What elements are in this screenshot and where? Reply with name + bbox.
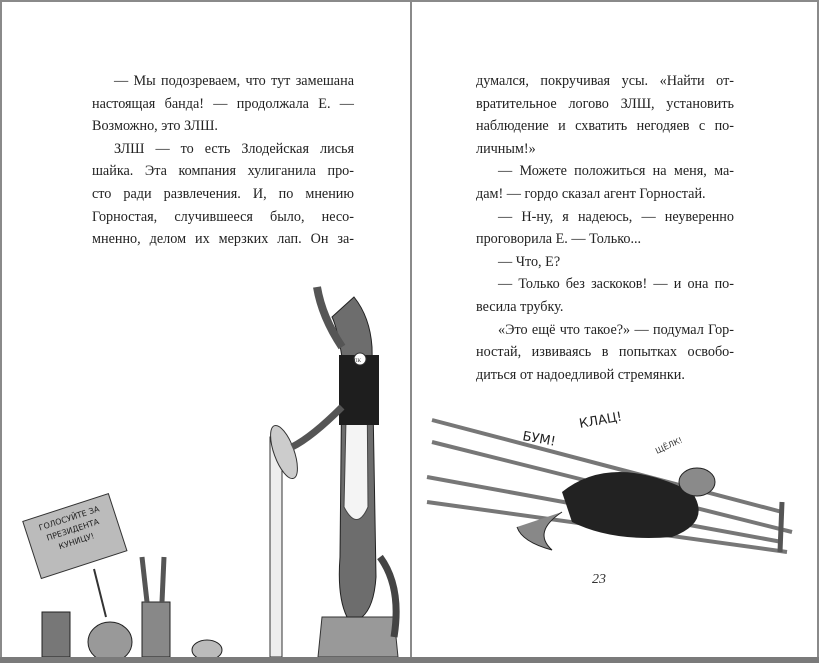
- protester-cat: [42, 612, 70, 657]
- weasel-ladder-illustration: [412, 402, 817, 562]
- protester-mouse: [192, 640, 222, 657]
- birch-stand: [270, 437, 282, 657]
- text-line: — Только без заскоков! — и она по-: [498, 276, 734, 293]
- sound-effect: КЛАЦ!: [578, 409, 624, 432]
- protest-sign: [23, 494, 127, 579]
- weasel-body: [562, 472, 699, 538]
- text-line: — Можете положиться на меня, ма-: [498, 163, 734, 180]
- protester-hedgehog: [88, 622, 132, 657]
- text-line: шайка. Эта компания хулиганила про-: [92, 163, 354, 180]
- vest: [339, 355, 379, 425]
- text-line: ностай, извиваясь в попытках освобо-: [476, 344, 734, 361]
- text-line: «Это ещё что такое?» — подумал Гор-: [498, 321, 734, 338]
- right-page: [412, 2, 817, 657]
- text-line: Возможно, это ЗЛШ.: [92, 118, 218, 135]
- weasel-speech-illustration: [2, 257, 410, 657]
- page-number: 23: [592, 572, 606, 587]
- text-line: — Н-ну, я надеюсь, — неуверенно: [498, 208, 734, 225]
- text-line: наблюдение и схватить негодяев с по-: [476, 118, 734, 135]
- text-line: думался, покручивая усы. «Найти от-: [476, 73, 734, 89]
- text-line: вратительное логово ЗЛШ, установить: [476, 95, 734, 112]
- bottom-border: [0, 657, 819, 663]
- badge-text: ПК: [354, 359, 361, 364]
- text-line: весила трубку.: [476, 298, 564, 315]
- weasel-head: [679, 468, 715, 496]
- text-line: ЗЛШ — то есть Злодейская лисья: [114, 140, 354, 157]
- text-line: настоящая банда! — продолжала Е. —: [92, 95, 354, 112]
- sound-effect: БУМ!: [521, 429, 557, 450]
- left-page-text: [92, 70, 354, 251]
- sign-text: ГОЛОСУЙТЕ ЗА ПРЕЗИДЕНТА КУНИЦУ!: [37, 504, 101, 552]
- text-line: диться от надоедливой стремянки.: [476, 366, 685, 383]
- text-line: мненно, делом их мерзких лап. Он за-: [92, 231, 354, 248]
- right-page-text: [476, 70, 734, 386]
- protester-rabbit: [142, 602, 170, 657]
- sound-effect: ЩЁЛК!: [654, 435, 684, 456]
- text-line: — Что, Е?: [498, 253, 561, 270]
- stump: [318, 617, 398, 657]
- left-page: [2, 2, 410, 657]
- text-line: проговорила Е. — Только...: [476, 231, 642, 248]
- text-line: личным!»: [476, 140, 536, 157]
- text-line: сто ради развлечения. И, по мнению: [92, 185, 354, 202]
- text-line: — Мы подозреваем, что тут замешана: [114, 73, 354, 89]
- text-line: Горностая, случившееся было, несо-: [92, 208, 354, 225]
- text-line: дам! — гордо сказал агент Горностай.: [476, 185, 706, 202]
